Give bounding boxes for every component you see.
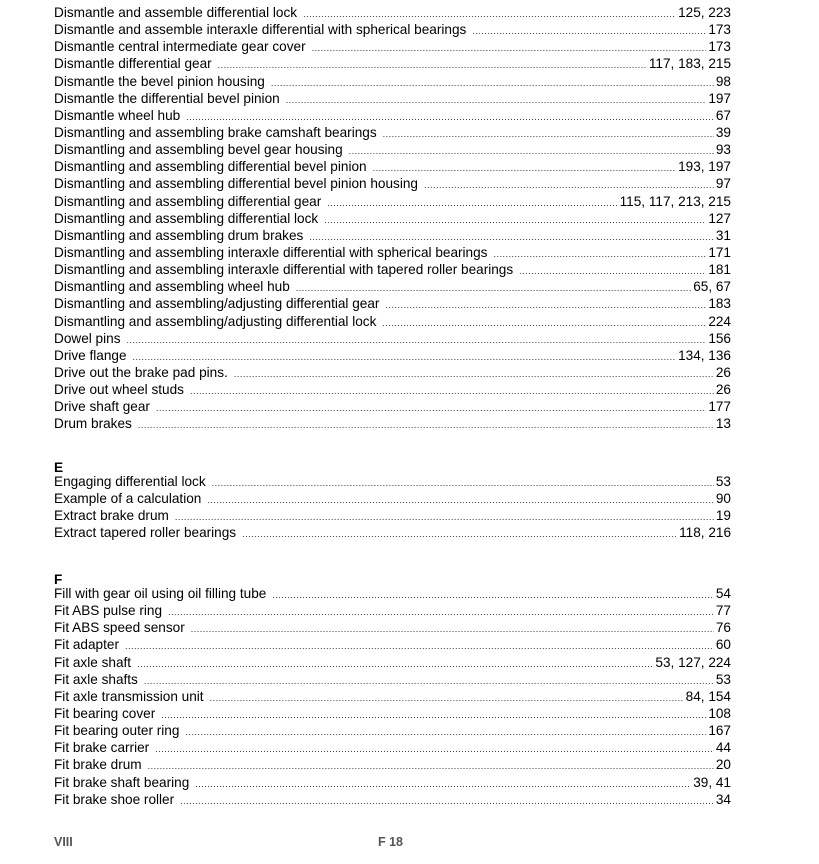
entry-page-numbers: 65, 67 — [693, 279, 731, 295]
entry-label: Dismantling and assembling wheel hub — [54, 279, 290, 295]
entry-label: Engaging differential lock — [54, 474, 206, 489]
index-entry — [54, 524, 731, 541]
entry-label: Dismantling and assembling differential bevel pinion housing — [54, 176, 418, 192]
entry-label: Fit brake shaft bearing — [54, 774, 190, 790]
index-entry — [54, 158, 731, 175]
index-entry — [54, 774, 731, 791]
entry-label: Dismantle central intermediate gear cover — [54, 39, 306, 55]
entry-label: Dismantling and assembling interaxle differential with tapered roller bearings — [54, 262, 514, 278]
entry-label: Dismantling and assembling interaxle differential with spherical bearings — [54, 244, 488, 260]
index-entry — [54, 4, 731, 21]
entry-label: Fit bearing outer ring — [54, 723, 180, 739]
entry-label: Fit brake carrier — [54, 740, 150, 756]
entry-page-numbers: 173 — [708, 22, 731, 38]
index-entry — [54, 295, 731, 312]
entry-page-numbers: 39 — [715, 124, 731, 140]
index-entry — [54, 364, 731, 381]
footer-document-code: F 18 — [378, 835, 404, 849]
dot-leader — [271, 75, 714, 90]
index-entry — [54, 415, 731, 432]
entry-page-numbers: 26 — [715, 382, 731, 398]
section-letter-f: F — [54, 572, 63, 587]
entry-label: Drum brakes — [54, 416, 132, 432]
dot-leader — [180, 793, 714, 808]
entry-page-numbers: 118, 216 — [679, 525, 731, 541]
dot-leader — [382, 315, 706, 330]
entry-page-numbers: 31 — [715, 227, 731, 243]
dot-leader — [212, 475, 714, 490]
entry-label: Fit ABS speed sensor — [54, 620, 185, 636]
dot-leader — [383, 126, 714, 141]
dot-leader — [144, 673, 714, 688]
entry-page-numbers: 54 — [715, 586, 731, 601]
entry-label: Fit adapter — [54, 637, 119, 653]
index-entry — [54, 38, 731, 55]
entry-label: Drive out wheel studs — [54, 382, 184, 398]
entry-label: Dismantling and assembling/adjusting differential gear — [54, 296, 380, 312]
entry-page-numbers: 77 — [715, 603, 731, 619]
dot-leader — [309, 229, 714, 244]
index-entry — [54, 791, 731, 808]
entry-label: Dismantle differential gear — [54, 56, 212, 72]
entry-label: Fit axle shaft — [54, 654, 132, 670]
entry-label: Fit axle shafts — [54, 671, 138, 687]
dot-leader — [519, 263, 706, 278]
entry-page-numbers: 183 — [708, 296, 731, 312]
entry-label: Dismantle the differential bevel pinion — [54, 90, 280, 106]
entry-label: Extract tapered roller bearings — [54, 525, 237, 541]
index-entry — [54, 585, 731, 602]
entry-page-numbers: 167 — [708, 723, 731, 739]
entry-label: Example of a calculation — [54, 491, 202, 507]
entry-label: Dismantling and assembling brake camshaft bearings — [54, 124, 377, 140]
entry-label: Extract brake drum — [54, 508, 169, 524]
entry-label: Dismantling and assembling differential gear — [54, 193, 322, 209]
entry-page-numbers: 108 — [708, 705, 731, 721]
index-entry — [54, 636, 731, 653]
index-entry — [54, 654, 731, 671]
entry-page-numbers: 93 — [715, 142, 731, 158]
dot-leader — [127, 332, 707, 347]
section-letter-e: E — [54, 460, 64, 475]
index-entry — [54, 55, 731, 72]
entry-page-numbers: 134, 136 — [678, 347, 731, 363]
entry-page-numbers: 97 — [715, 176, 731, 192]
entry-page-numbers: 115, 117, 213, 215 — [619, 193, 731, 209]
index-entry — [54, 175, 731, 192]
dot-leader — [272, 587, 714, 602]
index-entry — [54, 330, 731, 347]
dot-leader — [385, 297, 706, 312]
dot-leader — [349, 143, 714, 158]
dot-leader — [185, 724, 706, 739]
dot-leader — [191, 621, 714, 636]
index-section-e — [54, 473, 731, 542]
dot-leader — [190, 383, 714, 398]
index-entry — [54, 688, 731, 705]
index-entry — [54, 244, 731, 261]
index-entry — [54, 278, 731, 295]
entry-page-numbers: 171 — [708, 244, 731, 260]
index-entry — [54, 73, 731, 90]
index-entry — [54, 398, 731, 415]
entry-label: Fit ABS pulse ring — [54, 603, 163, 619]
entry-page-numbers: 177 — [708, 399, 731, 415]
index-entry — [54, 107, 731, 124]
entry-page-numbers: 127 — [708, 210, 731, 226]
index-entry — [54, 381, 731, 398]
dot-leader — [303, 6, 676, 21]
index-entry — [54, 722, 731, 739]
index-entry — [54, 473, 731, 490]
index-entry — [54, 347, 731, 364]
entry-page-numbers: 67 — [715, 107, 731, 123]
entry-page-numbers: 193, 197 — [678, 159, 731, 175]
dot-leader — [373, 160, 676, 175]
dot-leader — [286, 92, 707, 107]
index-entry — [54, 21, 731, 38]
index-entry — [54, 671, 731, 688]
dot-leader — [156, 400, 706, 415]
entry-label: Dismantle wheel hub — [54, 107, 181, 123]
dot-leader — [161, 707, 706, 722]
dot-leader — [195, 776, 691, 791]
entry-label: Dismantle and assemble differential lock — [54, 5, 298, 20]
entry-page-numbers: 98 — [715, 73, 731, 89]
entry-page-numbers: 19 — [715, 508, 731, 524]
index-entry — [54, 313, 731, 330]
entry-page-numbers: 156 — [708, 330, 731, 346]
index-entry — [54, 210, 731, 227]
dot-leader — [472, 23, 706, 38]
footer-page-number: VIII — [54, 835, 73, 849]
dot-leader — [125, 638, 714, 653]
dot-leader — [327, 195, 617, 210]
entry-label: Drive out the brake pad pins. — [54, 364, 228, 380]
dot-leader — [138, 417, 714, 432]
index-entry — [54, 490, 731, 507]
entry-page-numbers: 84, 154 — [685, 688, 731, 704]
entry-label: Drive shaft gear — [54, 399, 150, 415]
entry-label: Fill with gear oil using oil filling tube — [54, 586, 267, 601]
entry-label: Dismantling and assembling drum brakes — [54, 227, 304, 243]
entry-label: Fit brake drum — [54, 757, 142, 773]
entry-label: Dismantle the bevel pinion housing — [54, 73, 265, 89]
dot-leader — [155, 741, 714, 756]
index-entry — [54, 141, 731, 158]
entry-label: Dismantle and assemble interaxle differential with spherical bearings — [54, 22, 467, 38]
entry-label: Drive flange — [54, 347, 127, 363]
dot-leader — [168, 604, 714, 619]
index-entry — [54, 90, 731, 107]
entry-label: Fit axle transmission unit — [54, 688, 204, 704]
index-section-f — [54, 585, 731, 808]
entry-page-numbers: 20 — [715, 757, 731, 773]
entry-page-numbers: 90 — [715, 491, 731, 507]
index-section-d — [54, 4, 731, 433]
index-entry — [54, 193, 731, 210]
entry-page-numbers: 173 — [708, 39, 731, 55]
entry-label: Dismantling and assembling differential lock — [54, 210, 319, 226]
entry-label: Dowel pins — [54, 330, 121, 346]
entry-page-numbers: 76 — [715, 620, 731, 636]
entry-label: Fit bearing cover — [54, 705, 156, 721]
entry-page-numbers: 53, 127, 224 — [655, 654, 731, 670]
dot-leader — [175, 509, 714, 524]
entry-label: Dismantling and assembling/adjusting differential lock — [54, 313, 377, 329]
index-entry — [54, 619, 731, 636]
dot-leader — [133, 349, 677, 364]
dot-leader — [493, 246, 706, 261]
entry-page-numbers: 44 — [715, 740, 731, 756]
dot-leader — [424, 177, 714, 192]
dot-leader — [137, 656, 653, 671]
dot-leader — [218, 57, 647, 72]
entry-page-numbers: 53 — [715, 671, 731, 687]
entry-page-numbers: 125, 223 — [678, 5, 731, 20]
entry-page-numbers: 26 — [715, 364, 731, 380]
entry-page-numbers: 197 — [708, 90, 731, 106]
entry-page-numbers: 117, 183, 215 — [648, 56, 731, 72]
entry-page-numbers: 224 — [708, 313, 731, 329]
dot-leader — [210, 690, 684, 705]
entry-label: Fit brake shoe roller — [54, 791, 175, 807]
index-entry — [54, 739, 731, 756]
dot-leader — [312, 40, 707, 55]
entry-page-numbers: 39, 41 — [693, 774, 731, 790]
entry-page-numbers: 60 — [715, 637, 731, 653]
index-entry — [54, 602, 731, 619]
dot-leader — [234, 366, 714, 381]
index-entry — [54, 124, 731, 141]
index-entry — [54, 261, 731, 278]
dot-leader — [242, 526, 677, 541]
entry-page-numbers: 34 — [715, 791, 731, 807]
index-entry — [54, 705, 731, 722]
entry-page-numbers: 53 — [715, 474, 731, 489]
entry-label: Dismantling and assembling bevel gear housing — [54, 142, 343, 158]
dot-leader — [207, 492, 714, 507]
index-entry — [54, 507, 731, 524]
entry-page-numbers: 181 — [708, 262, 731, 278]
dot-leader — [324, 212, 706, 227]
entry-page-numbers: 13 — [715, 416, 731, 432]
dot-leader — [186, 109, 714, 124]
dot-leader — [148, 758, 714, 773]
dot-leader — [296, 280, 691, 295]
entry-label: Dismantling and assembling differential bevel pinion — [54, 159, 367, 175]
index-entry — [54, 227, 731, 244]
index-entry — [54, 756, 731, 773]
